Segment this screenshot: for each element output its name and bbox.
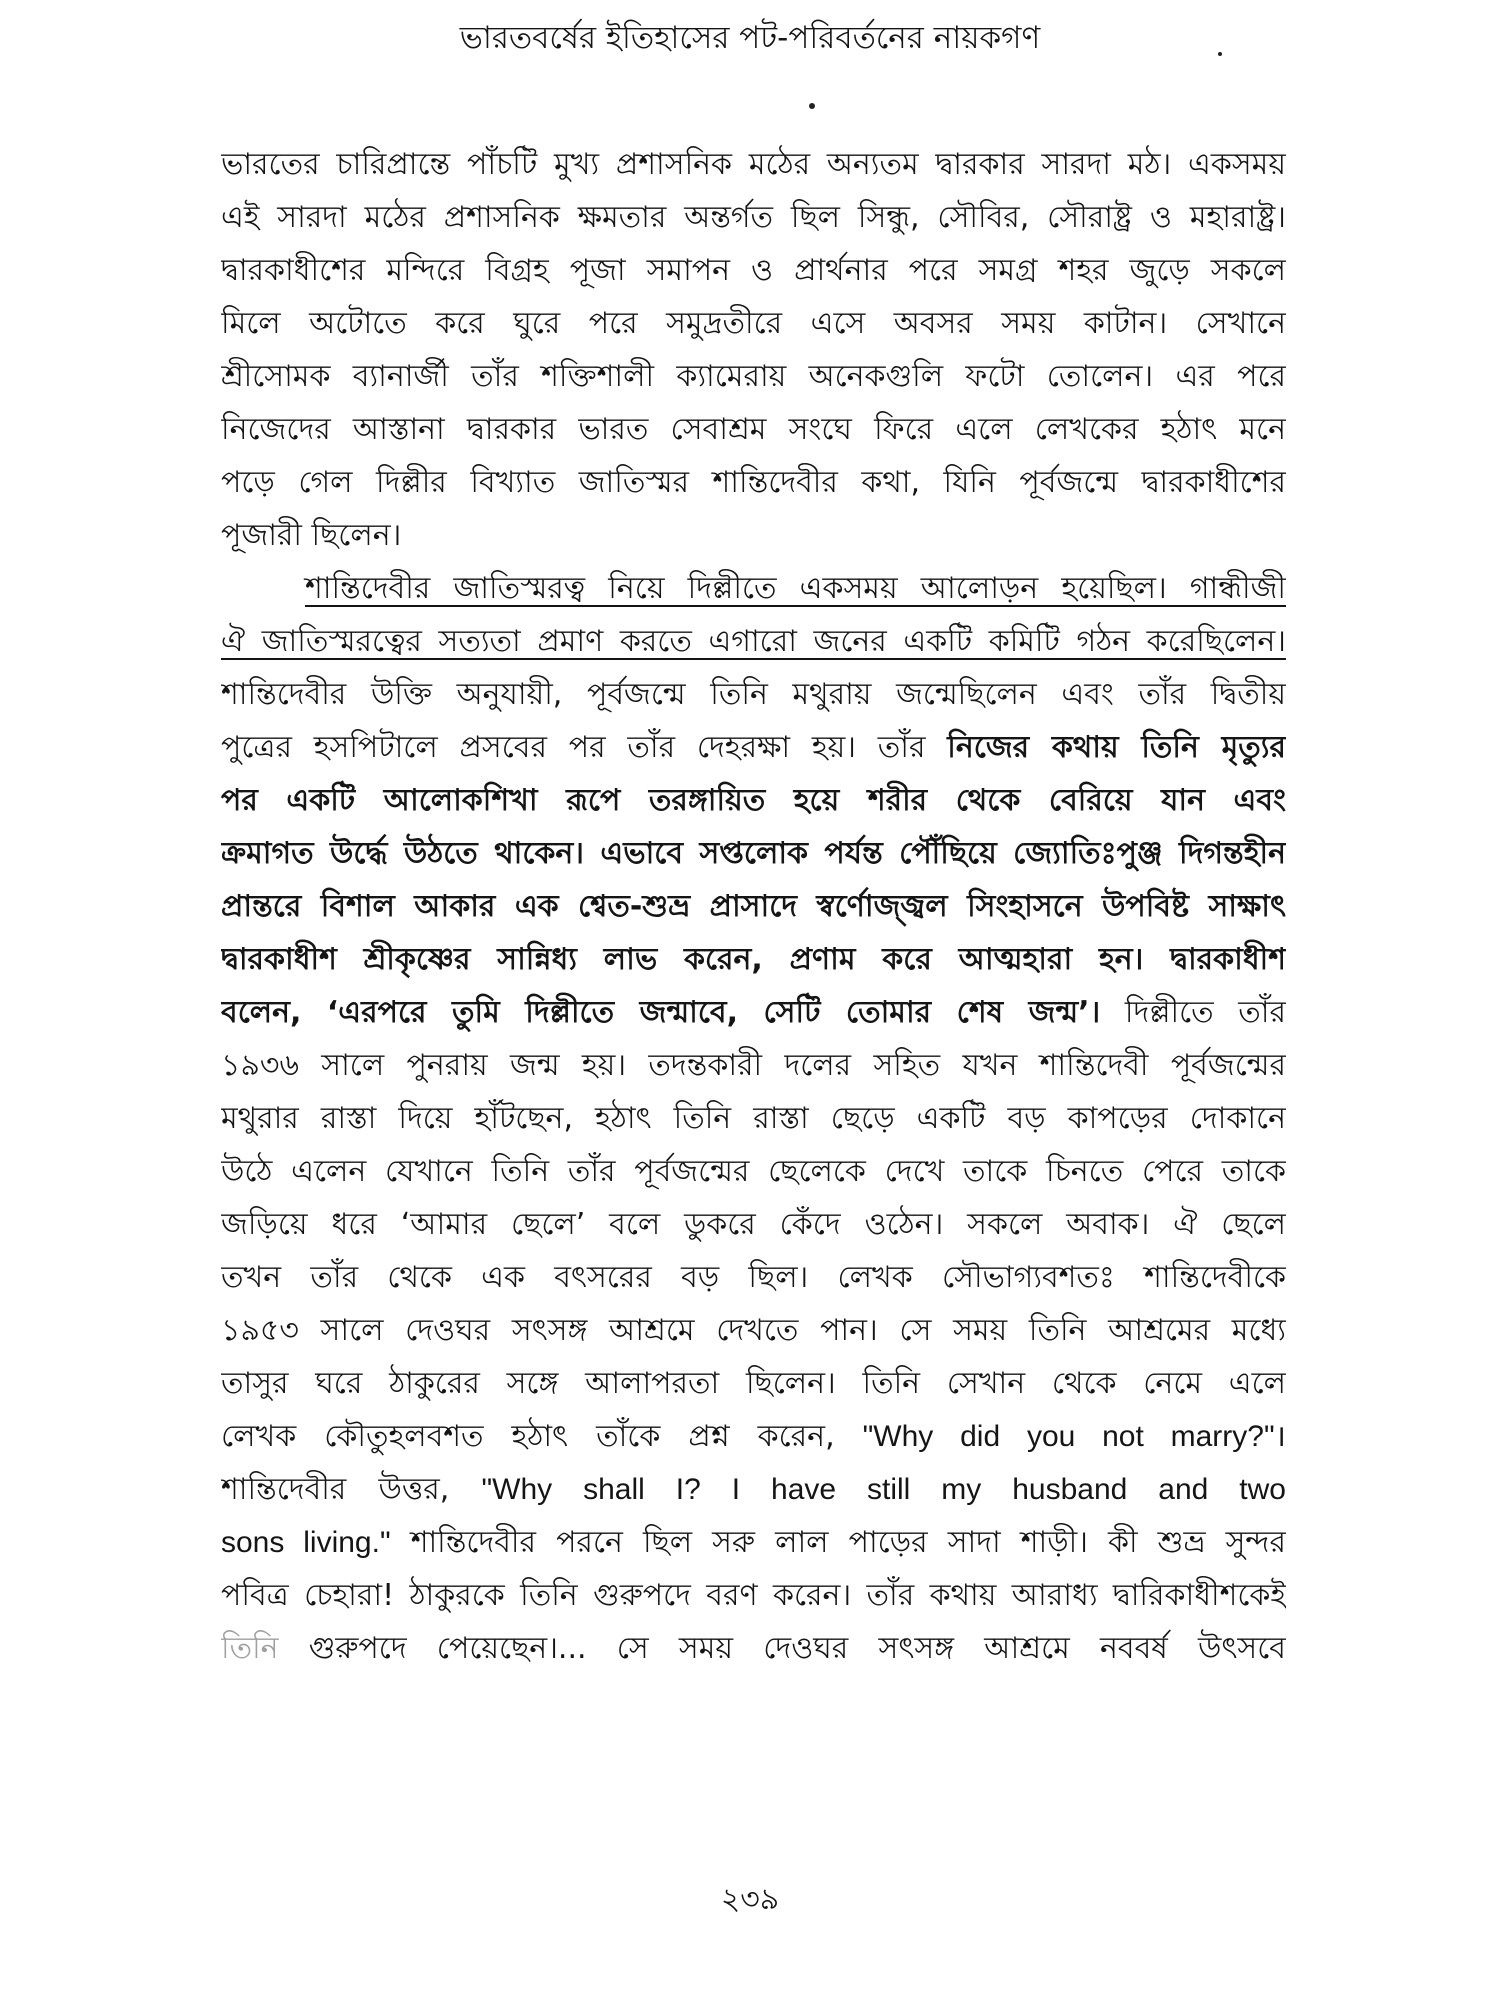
body-line (221, 1251, 1286, 1304)
text-segment: পড়ে গেল দিল্লীর বিখ্যাত জাতিস্মর শান্তিদেবীর কথা, যিনি পূর্বজন্মে দ্বারকাধীশের (221, 465, 1286, 500)
scan-speck (1218, 52, 1222, 56)
text-segment: ভারতের চারিপ্রান্তে পাঁচটি মুখ্য প্রশাসনিক মঠের অন্যতম দ্বারকার সারদা মঠ। একসময় (221, 147, 1286, 182)
text-segment: মিলে অটোতে করে ঘুরে পরে সমুদ্রতীরে এসে অবসর সময় কাটান। সেখানে (221, 306, 1286, 341)
body-line (221, 562, 1286, 615)
body-line (221, 1145, 1286, 1198)
english-quote: "Why did you not marry?" (862, 1420, 1275, 1453)
body-line (221, 986, 1286, 1039)
body-line (221, 721, 1286, 774)
body-line (221, 1516, 1286, 1569)
body-line (221, 456, 1286, 509)
text-segment: দ্বারকাধীশের মন্দিরে বিগ্রহ পূজা সমাপন ও প্রার্থনার পরে সমগ্র শহর জুড়ে সকলে (221, 253, 1286, 288)
body-line (221, 1304, 1286, 1357)
text-segment: শান্তিদেবীর উত্তর, (221, 1472, 482, 1507)
text-segment: জড়িয়ে ধরে ‘আমার ছেলে’ বলে ডুকরে কেঁদে ওঠেন। সকলে অবাক। ঐ ছেলে (221, 1207, 1286, 1242)
body-line (221, 1410, 1286, 1463)
text-segment: তাসুর ঘরে ঠাকুরের সঙ্গে আলাপরতা ছিলেন। তিনি সেখান থেকে নেমে এলে (221, 1366, 1286, 1401)
text-segment: মথুরার রাস্তা দিয়ে হাঁটছেন, হঠাৎ তিনি রাস্তা ছেড়ে একটি বড় কাপড়ের দোকানে (221, 1101, 1286, 1136)
body-line (221, 615, 1286, 668)
text-segment: উঠে এলেন যেখানে তিনি তাঁর পূর্বজন্মের ছেলেকে দেখে তাকে চিনতে পেরে তাকে (221, 1154, 1286, 1189)
text-segment: পবিত্র চেহারা! ঠাকুরকে তিনি গুরুপদে বরণ করেন। তাঁর কথায় আরাধ্য দ্বারিকাধীশকেই (221, 1578, 1286, 1613)
bold-text: পর একটি আলোকশিখা রূপে তরঙ্গায়িত হয়ে শরীর থেকে বেরিয়ে যান এবং (221, 783, 1286, 818)
bold-text: বলেন, ‘এরপরে তুমি দিল্লীতে জন্মাবে, সেটি তোমার শেষ জন্ম’। (221, 995, 1101, 1030)
text-segment: শান্তিদেবীর পরনে ছিল সরু লাল পাড়ের সাদা শাড়ী। কী শুভ্র সুন্দর (390, 1525, 1286, 1560)
body-line (221, 403, 1286, 456)
english-quote: "Why shall I? I have still my husband and two (481, 1473, 1286, 1506)
english-quote: sons living." (221, 1526, 391, 1559)
text-segment: পূজারী ছিলেন। (221, 518, 402, 553)
body-line (221, 1198, 1286, 1251)
body-line (221, 1357, 1286, 1410)
text-segment: নিজেদের আস্তানা দ্বারকার ভারত সেবাশ্রম সংঘে ফিরে এলে লেখকের হঠাৎ মনে (221, 412, 1286, 447)
underlined-text: শান্তিদেবীর জাতিস্মরত্ব নিয়ে দিল্লীতে একসময় আলোড়ন হয়েছিল। গান্ধীজী (305, 571, 1286, 606)
bold-text: প্রান্তরে বিশাল আকার এক শ্বেত-শুভ্র প্রাসাদে স্বর্ণোজ্জ্বল সিংহাসনে উপবিষ্ট সাক্ষাৎ (221, 889, 1286, 924)
body-line (221, 933, 1286, 986)
body-text (221, 138, 1286, 1675)
text-segment: ১৯৫৩ সালে দেওঘর সৎসঙ্গ আশ্রমে দেখতে পান। সে সময় তিনি আশ্রমের মধ্যে (221, 1313, 1286, 1348)
text-segment: লেখক কৌতুহলবশত হঠাৎ তাঁকে প্রশ্ন করেন, (221, 1419, 863, 1454)
text-segment: গুরুপদে পেয়েছেন।... সে সময় দেওঘর সৎসঙ্গ আশ্রমে নববর্ষ উৎসবে (278, 1631, 1286, 1666)
body-line (221, 1569, 1286, 1622)
text-segment: দিল্লীতে তাঁর (1100, 995, 1286, 1030)
body-line (221, 1039, 1286, 1092)
body-line (221, 191, 1286, 244)
body-line (221, 509, 1286, 562)
body-line (221, 350, 1286, 403)
underlined-text: ঐ জাতিস্মরত্বের সত্যতা প্রমাণ করতে এগারো জনের একটি কমিটি গঠন করেছিলেন। (221, 624, 1286, 659)
body-line (221, 1463, 1286, 1516)
bold-text: নিজের কথায় তিনি মৃত্যুর (947, 730, 1286, 765)
text-segment: শান্তিদেবীর উক্তি অনুযায়ী, পূর্বজন্মে তিনি মথুরায় জন্মেছিলেন এবং তাঁর দ্বিতীয় (221, 677, 1286, 712)
body-line (221, 1092, 1286, 1145)
page-number: ২৩৯ (720, 1882, 780, 1917)
body-line (221, 880, 1286, 933)
faded-text: তিনি (221, 1631, 279, 1666)
body-line (221, 827, 1286, 880)
body-line (221, 1622, 1286, 1675)
bold-text: ক্রমাগত উর্দ্ধে উঠতে থাকেন। এভাবে সপ্তলোক পর্যন্ত পৌঁছিয়ে জ্যোতিঃপুঞ্জ দিগন্তহীন (221, 836, 1286, 871)
running-header: ভারতবর্ষের ইতিহাসের পট-পরিবর্তনের নায়কগণ (459, 20, 1041, 56)
text-segment: । (1274, 1419, 1286, 1454)
body-line (221, 668, 1286, 721)
bold-text: দ্বারকাধীশ শ্রীকৃষ্ণের সান্নিধ্য লাভ করেন, প্রণাম করে আত্মহারা হন। দ্বারকাধীশ (221, 942, 1286, 977)
text-segment: তখন তাঁর থেকে এক বৎসরের বড় ছিল। লেখক সৌভাগ্যবশতঃ শান্তিদেবীকে (221, 1260, 1286, 1295)
text-segment: এই সারদা মঠের প্রশাসনিক ক্ষমতার অন্তর্গত ছিল সিন্ধু, সৌবির, সৌরাষ্ট্র ও মহারাষ্ট্র। (221, 200, 1286, 235)
text-segment: শ্রীসোমক ব্যানার্জী তাঁর শক্তিশালী ক্যামেরায় অনেকগুলি ফটো তোলেন। এর পরে (221, 359, 1286, 394)
body-line (221, 138, 1286, 191)
body-line (221, 774, 1286, 827)
scan-speck (809, 103, 815, 109)
text-segment: ১৯৩৬ সালে পুনরায় জন্ম হয়। তদন্তকারী দলের সহিত যখন শান্তিদেবী পূর্বজন্মের (221, 1048, 1286, 1083)
text-segment: পুত্রের হসপিটালে প্রসবের পর তাঁর দেহরক্ষা হয়। তাঁর (221, 730, 948, 765)
body-line (221, 297, 1286, 350)
body-line (221, 244, 1286, 297)
